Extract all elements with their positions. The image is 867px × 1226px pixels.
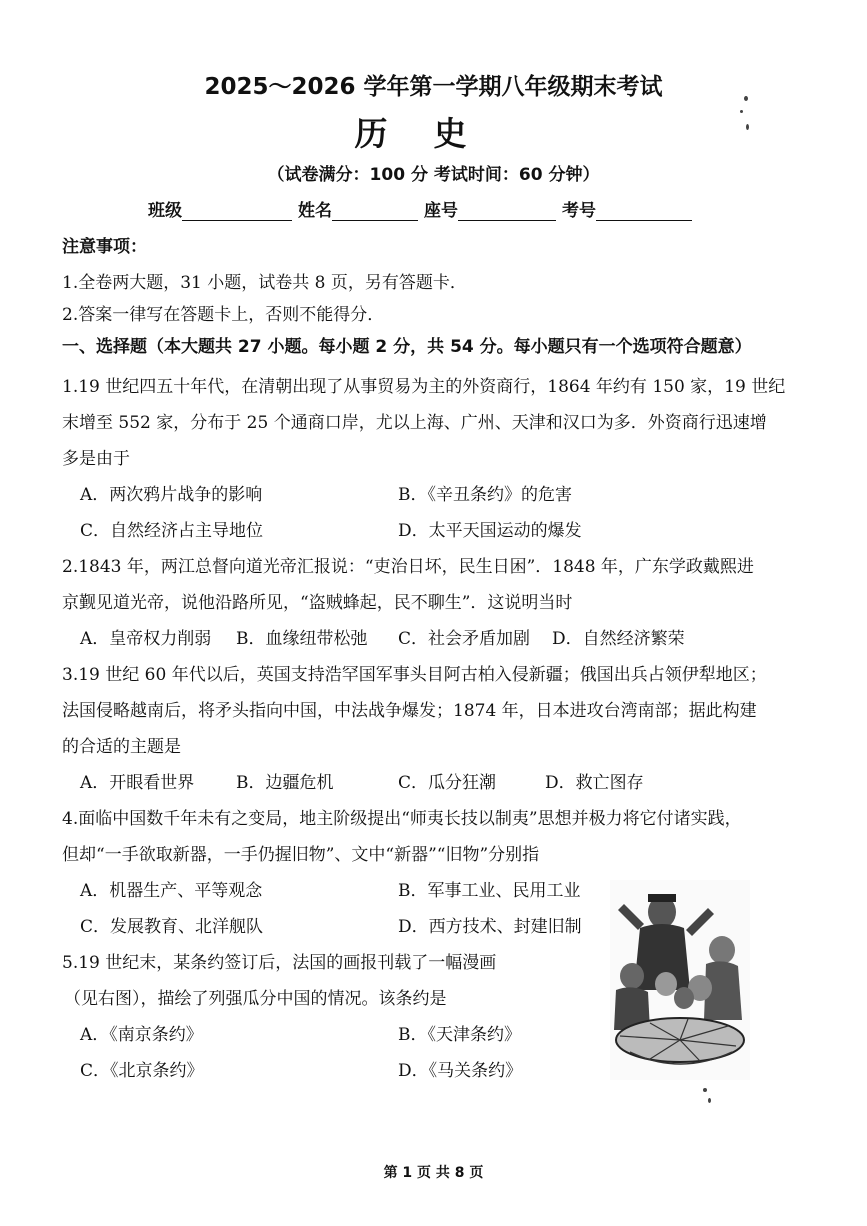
q1-option-b: B．《辛丑条约》的危害 — [398, 485, 572, 505]
field-class — [148, 196, 298, 221]
field-exam-no — [562, 196, 698, 221]
q4-option-a: A．机器生产、平等观念 — [80, 881, 263, 901]
section-heading: 一、选择题（本大题共 27 小题。每小题 2 分，共 54 分。每小题只有一个选项符合题意） — [62, 337, 752, 357]
q5-option-d: D．《马关条约》 — [398, 1061, 523, 1081]
field-seat-label: 座号 — [424, 201, 458, 221]
q4-line-2: 但却“一手欲取新器，一手仍握旧物”、文中“新器”“旧物”分别指 — [62, 845, 540, 865]
scan-speck — [746, 124, 749, 130]
q5-line-2: （见右图），描绘了列强瓜分中国的情况。该条约是 — [64, 989, 447, 1009]
q1-line-1: 1.19 世纪四五十年代，在清朝出现了从事贸易为主的外资商行，1864 年约有 150 家，19 世纪 — [62, 377, 786, 397]
q2-option-a: A．皇帝权力削弱 — [80, 629, 212, 649]
q3-line-3: 的合适的主题是 — [62, 737, 181, 757]
q2-option-c: C．社会矛盾加剧 — [398, 629, 531, 649]
field-class-label: 班级 — [148, 201, 182, 221]
partition-cartoon-image — [610, 880, 750, 1080]
q3-option-a: A．开眼看世界 — [80, 773, 195, 793]
q2-option-b: B．血缘纽带松弛 — [236, 629, 368, 649]
q5-option-b: B．《天津条约》 — [398, 1025, 521, 1045]
q1-option-d: D．太平天国运动的爆发 — [398, 521, 582, 541]
q2-line-1: 2.1843 年，两江总督向道光帝汇报说：“吏治日坏，民生日困”．1848 年，广东学政戴熙进 — [62, 557, 754, 577]
page-footer: 第 1 页 共 8 页 — [383, 1165, 484, 1181]
q5-option-a: A．《南京条约》 — [80, 1025, 203, 1045]
q3-line-1: 3.19 世纪 60 年代以后，英国支持浩罕国军事头目阿古柏入侵新疆；俄国出兵占领伊犁地区； — [62, 665, 767, 685]
field-seat — [424, 196, 562, 221]
q4-line-1: 4.面临中国数千年未有之变局，地主阶级提出“师夷长技以制夷”思想并极力将它付诸实践， — [62, 809, 742, 829]
q1-option-a: A．两次鸦片战争的影响 — [80, 485, 263, 505]
q3-option-d: D．救亡图存 — [545, 773, 644, 793]
q1-option-c: C．自然经济占主导地位 — [80, 521, 264, 541]
q1-line-3: 多是由于 — [62, 449, 130, 469]
q5-option-c: C．《北京条约》 — [80, 1061, 204, 1081]
field-class-blank[interactable] — [182, 202, 292, 221]
scan-speck — [703, 1088, 707, 1092]
q4-option-c: C．发展教育、北洋舰队 — [80, 917, 264, 937]
notice-item-2: 2.答案一律写在答题卡上，否则不能得分． — [62, 305, 385, 325]
exam-meta: （试卷满分：100 分 考试时间：60 分钟） — [267, 165, 600, 185]
q3-option-b: B．边疆危机 — [236, 773, 334, 793]
exam-title: 2025～2026 学年第一学期八年级期末考试 — [204, 74, 663, 100]
notice-item-1: 1.全卷两大题，31 小题，试卷共 8 页，另有答题卡． — [62, 273, 467, 293]
scan-speck — [740, 110, 743, 113]
notice-heading: 注意事项： — [62, 237, 147, 257]
field-exam-no-blank[interactable] — [596, 202, 692, 221]
field-name-label: 姓名 — [298, 201, 332, 221]
q4-option-d: D．西方技术、封建旧制 — [398, 917, 582, 937]
q1-line-2: 末增至 552 家，分布于 25 个通商口岸，尤以上海、广州、天津和汉口为多．外资商行迅速增 — [62, 413, 767, 433]
field-name — [298, 196, 424, 221]
q3-line-2: 法国侵略越南后，将矛头指向中国，中法战争爆发；1874 年，日本进攻台湾南部；据此构建 — [62, 701, 757, 721]
scan-speck — [744, 96, 748, 101]
field-seat-blank[interactable] — [458, 202, 556, 221]
subject-title: 历史 — [354, 114, 513, 153]
q3-option-c: C．瓜分狂潮 — [398, 773, 497, 793]
q2-line-2: 京觐见道光帝，说他沿路所见，“盗贼蜂起，民不聊生”．这说明当时 — [62, 593, 573, 613]
field-exam-no-label: 考号 — [562, 201, 596, 221]
student-info-fields — [148, 196, 698, 221]
field-name-blank[interactable] — [332, 202, 418, 221]
q4-option-b: B．军事工业、民用工业 — [398, 881, 581, 901]
q2-option-d: D．自然经济繁荣 — [552, 629, 685, 649]
q5-line-1: 5.19 世纪末，某条约签订后，法国的画报刊载了一幅漫画 — [62, 953, 497, 973]
scan-speck — [708, 1098, 711, 1103]
